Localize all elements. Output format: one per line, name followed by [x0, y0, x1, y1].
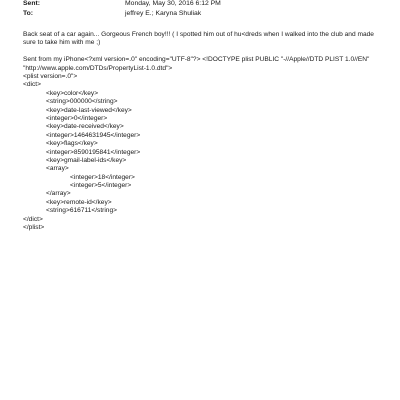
plist-line: </dict> [23, 215, 43, 223]
plist-block [23, 73, 383, 232]
to-recipients: jeffrey E.; Karyna Shuliak [125, 9, 202, 17]
sent-date: Monday, May 30, 2016 6:12 PM [125, 0, 221, 7]
plist-line: <dict> [23, 81, 41, 89]
plist-line: <plist version=.0"> [23, 72, 78, 80]
message-text: Back seat of a car again... Gorgeous French boy!!! ( I spotted him out of hu<dreds when I walked into the club and made sure to take him with me ;) [23, 31, 376, 47]
plist-line: <integer>1464631945</integer> [46, 131, 141, 139]
plist-line: </array> [46, 190, 71, 198]
plist-line: <integer>8590195841</integer> [46, 148, 141, 156]
plist-line: <key>date-received</key> [46, 123, 124, 131]
plist-line: <integer>18</integer> [70, 173, 135, 181]
plist-line: </plist> [23, 224, 45, 232]
doctype-line: "http://www.apple.com/DTDs/PropertyList-1.0.dtd"> [23, 64, 173, 72]
plist-line: <integer>5</integer> [70, 182, 132, 190]
plist-line: <string>000000</string> [46, 98, 118, 106]
to-row [23, 9, 383, 19]
to-label: To: [23, 9, 34, 17]
email-body [23, 31, 383, 232]
plist-line: <string>616711</string> [46, 207, 117, 215]
sent-row [23, 0, 383, 9]
plist-line: <key>color</key> [46, 89, 99, 97]
signature-line: Sent from my iPhone<?xml version=.0" encoding="UTF-8"?> <!DOCTYPE plist PUBLIC "-//Apple//DTD PLIST 1.0//EN" [23, 56, 370, 64]
plist-line: <key>date-last-viewed</key> [46, 106, 132, 114]
plist-line: <key>remote-id</key> [46, 198, 112, 206]
plist-line: <key>flags</key> [46, 140, 98, 148]
email-header [23, 0, 383, 19]
plist-line: <integer>0</integer> [46, 114, 108, 122]
plist-line: <key>gmail-label-ids</key> [46, 156, 127, 164]
sent-label: Sent: [23, 0, 40, 7]
plist-line: <array> [46, 165, 69, 173]
